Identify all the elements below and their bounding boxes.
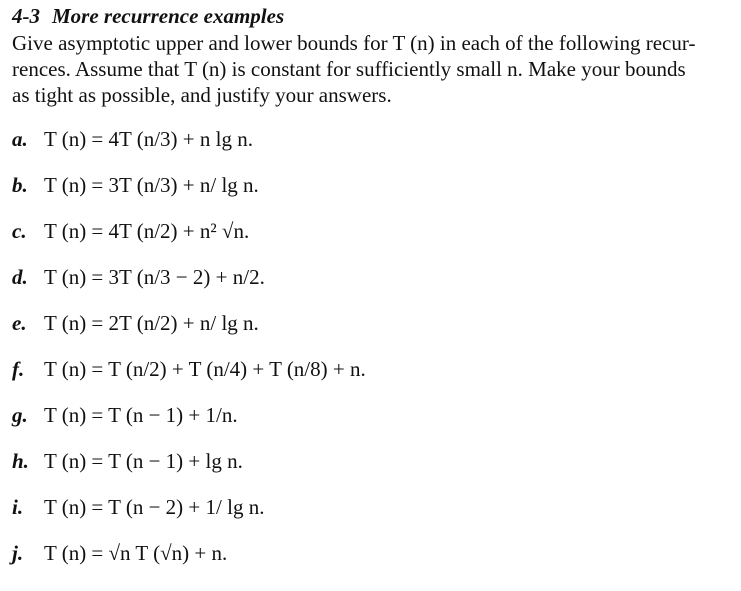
item-label: f. [12, 357, 25, 381]
item-equation: T (n) = 2T (n/2) + n/ lg n. [44, 311, 259, 335]
item-label: h. [12, 449, 29, 473]
item-equation: T (n) = T (n/2) + T (n/4) + T (n/8) + n. [44, 357, 366, 381]
intro-line: rences. Assume that T (n) is constant for sufficiently small n. Make your bounds [12, 57, 686, 81]
recurrence-item-a [12, 124, 253, 154]
item-label: e. [12, 311, 27, 335]
recurrence-item-i [12, 492, 264, 522]
item-equation: T (n) = T (n − 1) + 1/n. [44, 403, 238, 427]
recurrence-item-e [12, 308, 259, 338]
item-equation: T (n) = √n T (√n) + n. [44, 541, 228, 565]
recurrence-item-j [12, 538, 227, 568]
problem-intro [12, 30, 732, 108]
problem-page [12, 4, 732, 108]
intro-line: Give asymptotic upper and lower bounds for T (n) in each of the following recur- [12, 31, 696, 55]
item-label: g. [12, 403, 28, 427]
item-label: a. [12, 127, 28, 151]
recurrence-item-h [12, 446, 243, 476]
recurrence-item-g [12, 400, 238, 430]
recurrence-item-d [12, 262, 265, 292]
item-label: c. [12, 219, 27, 243]
problem-number: 4-3 [12, 4, 40, 28]
item-label: i. [12, 495, 24, 519]
item-label: j. [12, 541, 24, 565]
problem-title: More recurrence examples [52, 4, 285, 28]
recurrence-item-b [12, 170, 259, 200]
item-equation: T (n) = 3T (n/3) + n/ lg n. [44, 173, 259, 197]
recurrence-item-f [12, 354, 366, 384]
item-equation: T (n) = 4T (n/3) + n lg n. [44, 127, 253, 151]
recurrence-item-c [12, 216, 249, 246]
item-equation: T (n) = T (n − 2) + 1/ lg n. [44, 495, 265, 519]
item-label: d. [12, 265, 28, 289]
item-equation: T (n) = T (n − 1) + lg n. [44, 449, 243, 473]
problem-heading [12, 4, 732, 28]
intro-line: as tight as possible, and justify your answers. [12, 83, 392, 107]
item-equation: T (n) = 4T (n/2) + n² √n. [44, 219, 250, 243]
item-equation: T (n) = 3T (n/3 − 2) + n/2. [44, 265, 265, 289]
item-label: b. [12, 173, 28, 197]
